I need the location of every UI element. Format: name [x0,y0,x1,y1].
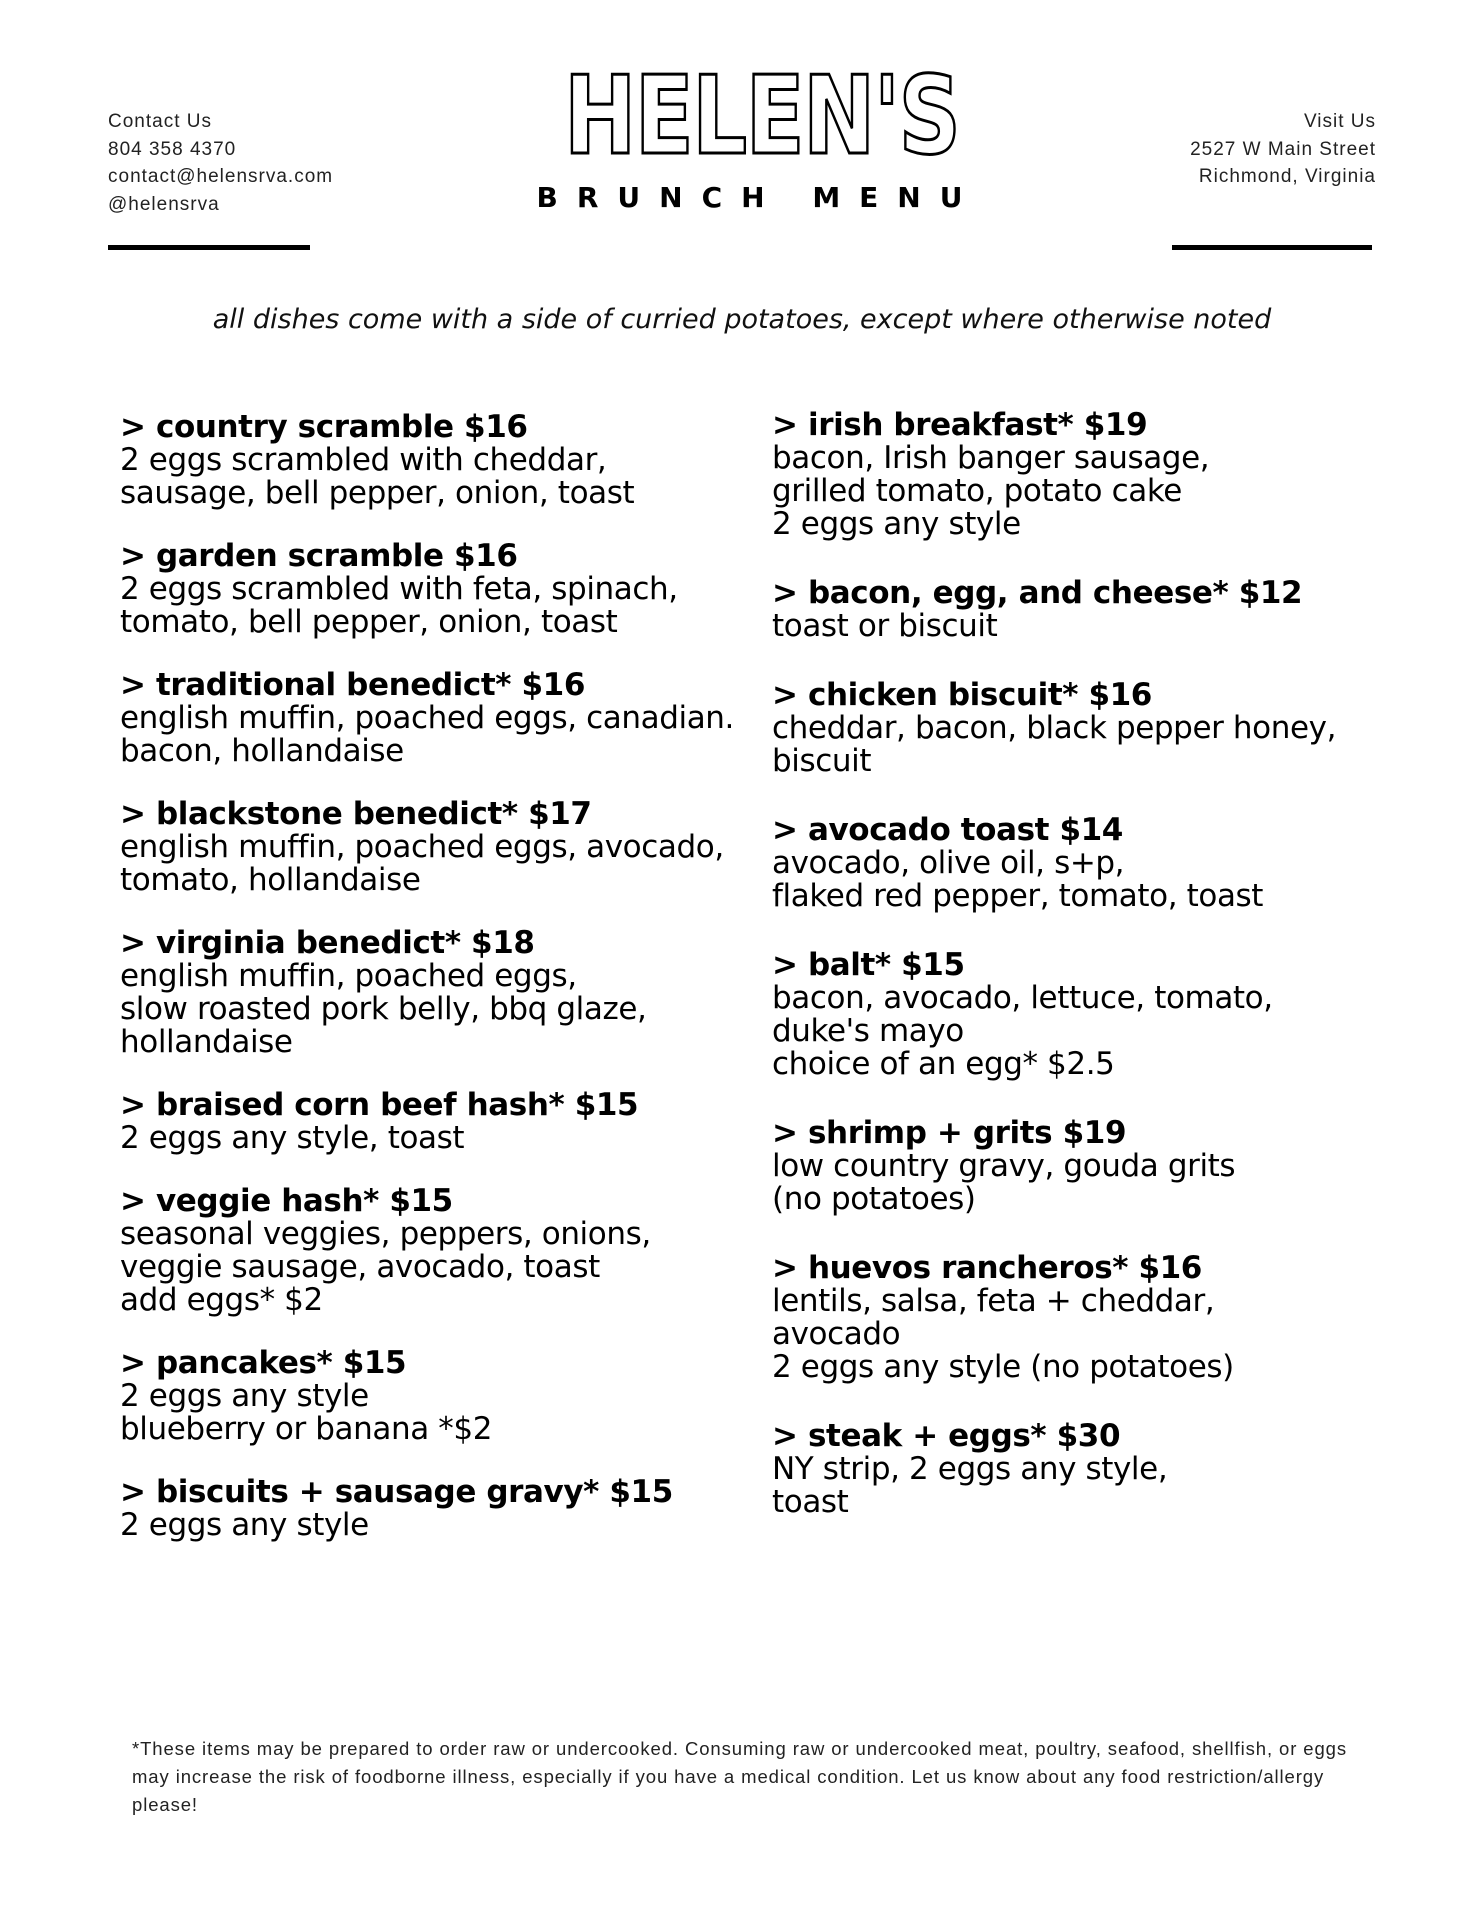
menu-item-description: 2 eggs any style [120,1507,369,1543]
visit-heading: Visit Us [1303,111,1376,132]
menu-item-title: > avocado toast $14 [772,812,1123,848]
allergy-disclaimer: *These items may be prepared to order raw or undercooked. Consuming raw or undercooked meat, poultry, seafood, shellfish, or eggs may increase the risk of foodborne illness, especially if you have a medical condition. Let us know about any food restriction/allergy please! [132,1738,1348,1815]
menu-item-title: > bacon, egg, and cheese* $12 [772,575,1303,611]
divider-left [108,245,310,250]
visit-city: Richmond, Virginia [1198,166,1376,187]
menu-item [120,927,760,1059]
menu-item-title: > huevos rancheros* $16 [772,1250,1202,1286]
menu-item-title: > shrimp + grits $19 [772,1115,1127,1151]
contact-heading: Contact Us [108,111,212,132]
menu-item-description: english muffin, poached eggs, canadian. bacon, hollandaise [120,700,735,769]
menu-item-description: 2 eggs scrambled with cheddar, sausage, bell pepper, onion, toast [120,442,635,511]
menu-item-description: english muffin, poached eggs, avocado, tomato, hollandaise [120,829,724,898]
menu-item [120,1089,760,1155]
menu-item-title: > traditional benedict* $16 [120,667,585,703]
menu-item-description: bacon, Irish banger sausage, grilled tomato, potato cake 2 eggs any style [772,440,1210,542]
contact-block [108,108,333,218]
menu-item-description: lentils, salsa, feta + cheddar, avocado 2 eggs any style (no potatoes) [772,1283,1234,1385]
menu-item-title: > pancakes* $15 [120,1345,407,1381]
menu-item-title: > veggie hash* $15 [120,1183,453,1219]
menu-item [772,1117,1412,1216]
menu-item [772,1252,1412,1384]
menu-item [120,1185,760,1317]
menu-item-description: seasonal veggies, peppers, onions, veggie sausage, avocado, toast add eggs* $2 [120,1216,651,1318]
menu-item [120,1347,760,1446]
menu-item [772,577,1412,643]
menu-item [120,1476,760,1542]
menu-item [120,669,760,768]
menu-item [120,798,760,897]
menu-item [120,540,760,639]
menu-item-title: > biscuits + sausage gravy* $15 [120,1474,673,1510]
visit-block [1190,108,1376,191]
visit-street: 2527 W Main Street [1190,138,1376,160]
divider-right [1172,245,1372,250]
menu-item [120,411,760,510]
menu-item-description: low country gravy, gouda grits (no potatoes) [772,1148,1236,1217]
contact-phone: 804 358 4370 [108,138,237,160]
menu-item-description: NY strip, 2 eggs any style, toast [772,1451,1168,1520]
menu-item-description: english muffin, poached eggs, slow roasted pork belly, bbq glaze, hollandaise [120,958,647,1060]
contact-email: contact@helensrva.com [108,166,334,187]
menu-column-left [120,411,760,1572]
menu-item-title: > virginia benedict* $18 [120,925,535,961]
menu-column-right [772,409,1412,1555]
menu-item-description: 2 eggs scrambled with feta, spinach, tomato, bell pepper, onion, toast [120,571,678,640]
menu-item-description: 2 eggs any style blueberry or banana *$2 [120,1378,493,1447]
menu-item-description: bacon, avocado, lettuce, tomato, duke's mayo choice of an egg* $2.5 [772,980,1273,1082]
menu-item-title: > garden scramble $16 [120,538,518,574]
contact-social: @helensrva [108,193,220,215]
menu-item-title: > blackstone benedict* $17 [120,796,592,832]
menu-item [772,949,1412,1081]
menu-item-title: > braised corn beef hash* $15 [120,1087,639,1123]
menu-item [772,409,1412,541]
menu-item [772,679,1412,778]
restaurant-logo: HELEN'S [564,54,960,179]
menu-item-title: > balt* $15 [772,947,965,983]
menu-subtitle: BRUNCH MENU [536,181,982,214]
menu-item-description: 2 eggs any style, toast [120,1120,465,1156]
menu-item-description: cheddar, bacon, black pepper honey, biscuit [772,710,1337,779]
menu-item [772,814,1412,913]
menu-item-title: > steak + eggs* $30 [772,1418,1121,1454]
menu-item [772,1420,1412,1519]
menu-item-description: avocado, olive oil, s+p, flaked red pepper, tomato, toast [772,845,1264,914]
menu-item-description: toast or biscuit [772,608,998,644]
menu-item-title: > country scramble $16 [120,409,528,445]
menu-item-title: > irish breakfast* $19 [772,407,1148,443]
menu-item-title: > chicken biscuit* $16 [772,677,1152,713]
side-note: all dishes come with a side of curried potatoes, except where otherwise noted [212,304,1272,335]
